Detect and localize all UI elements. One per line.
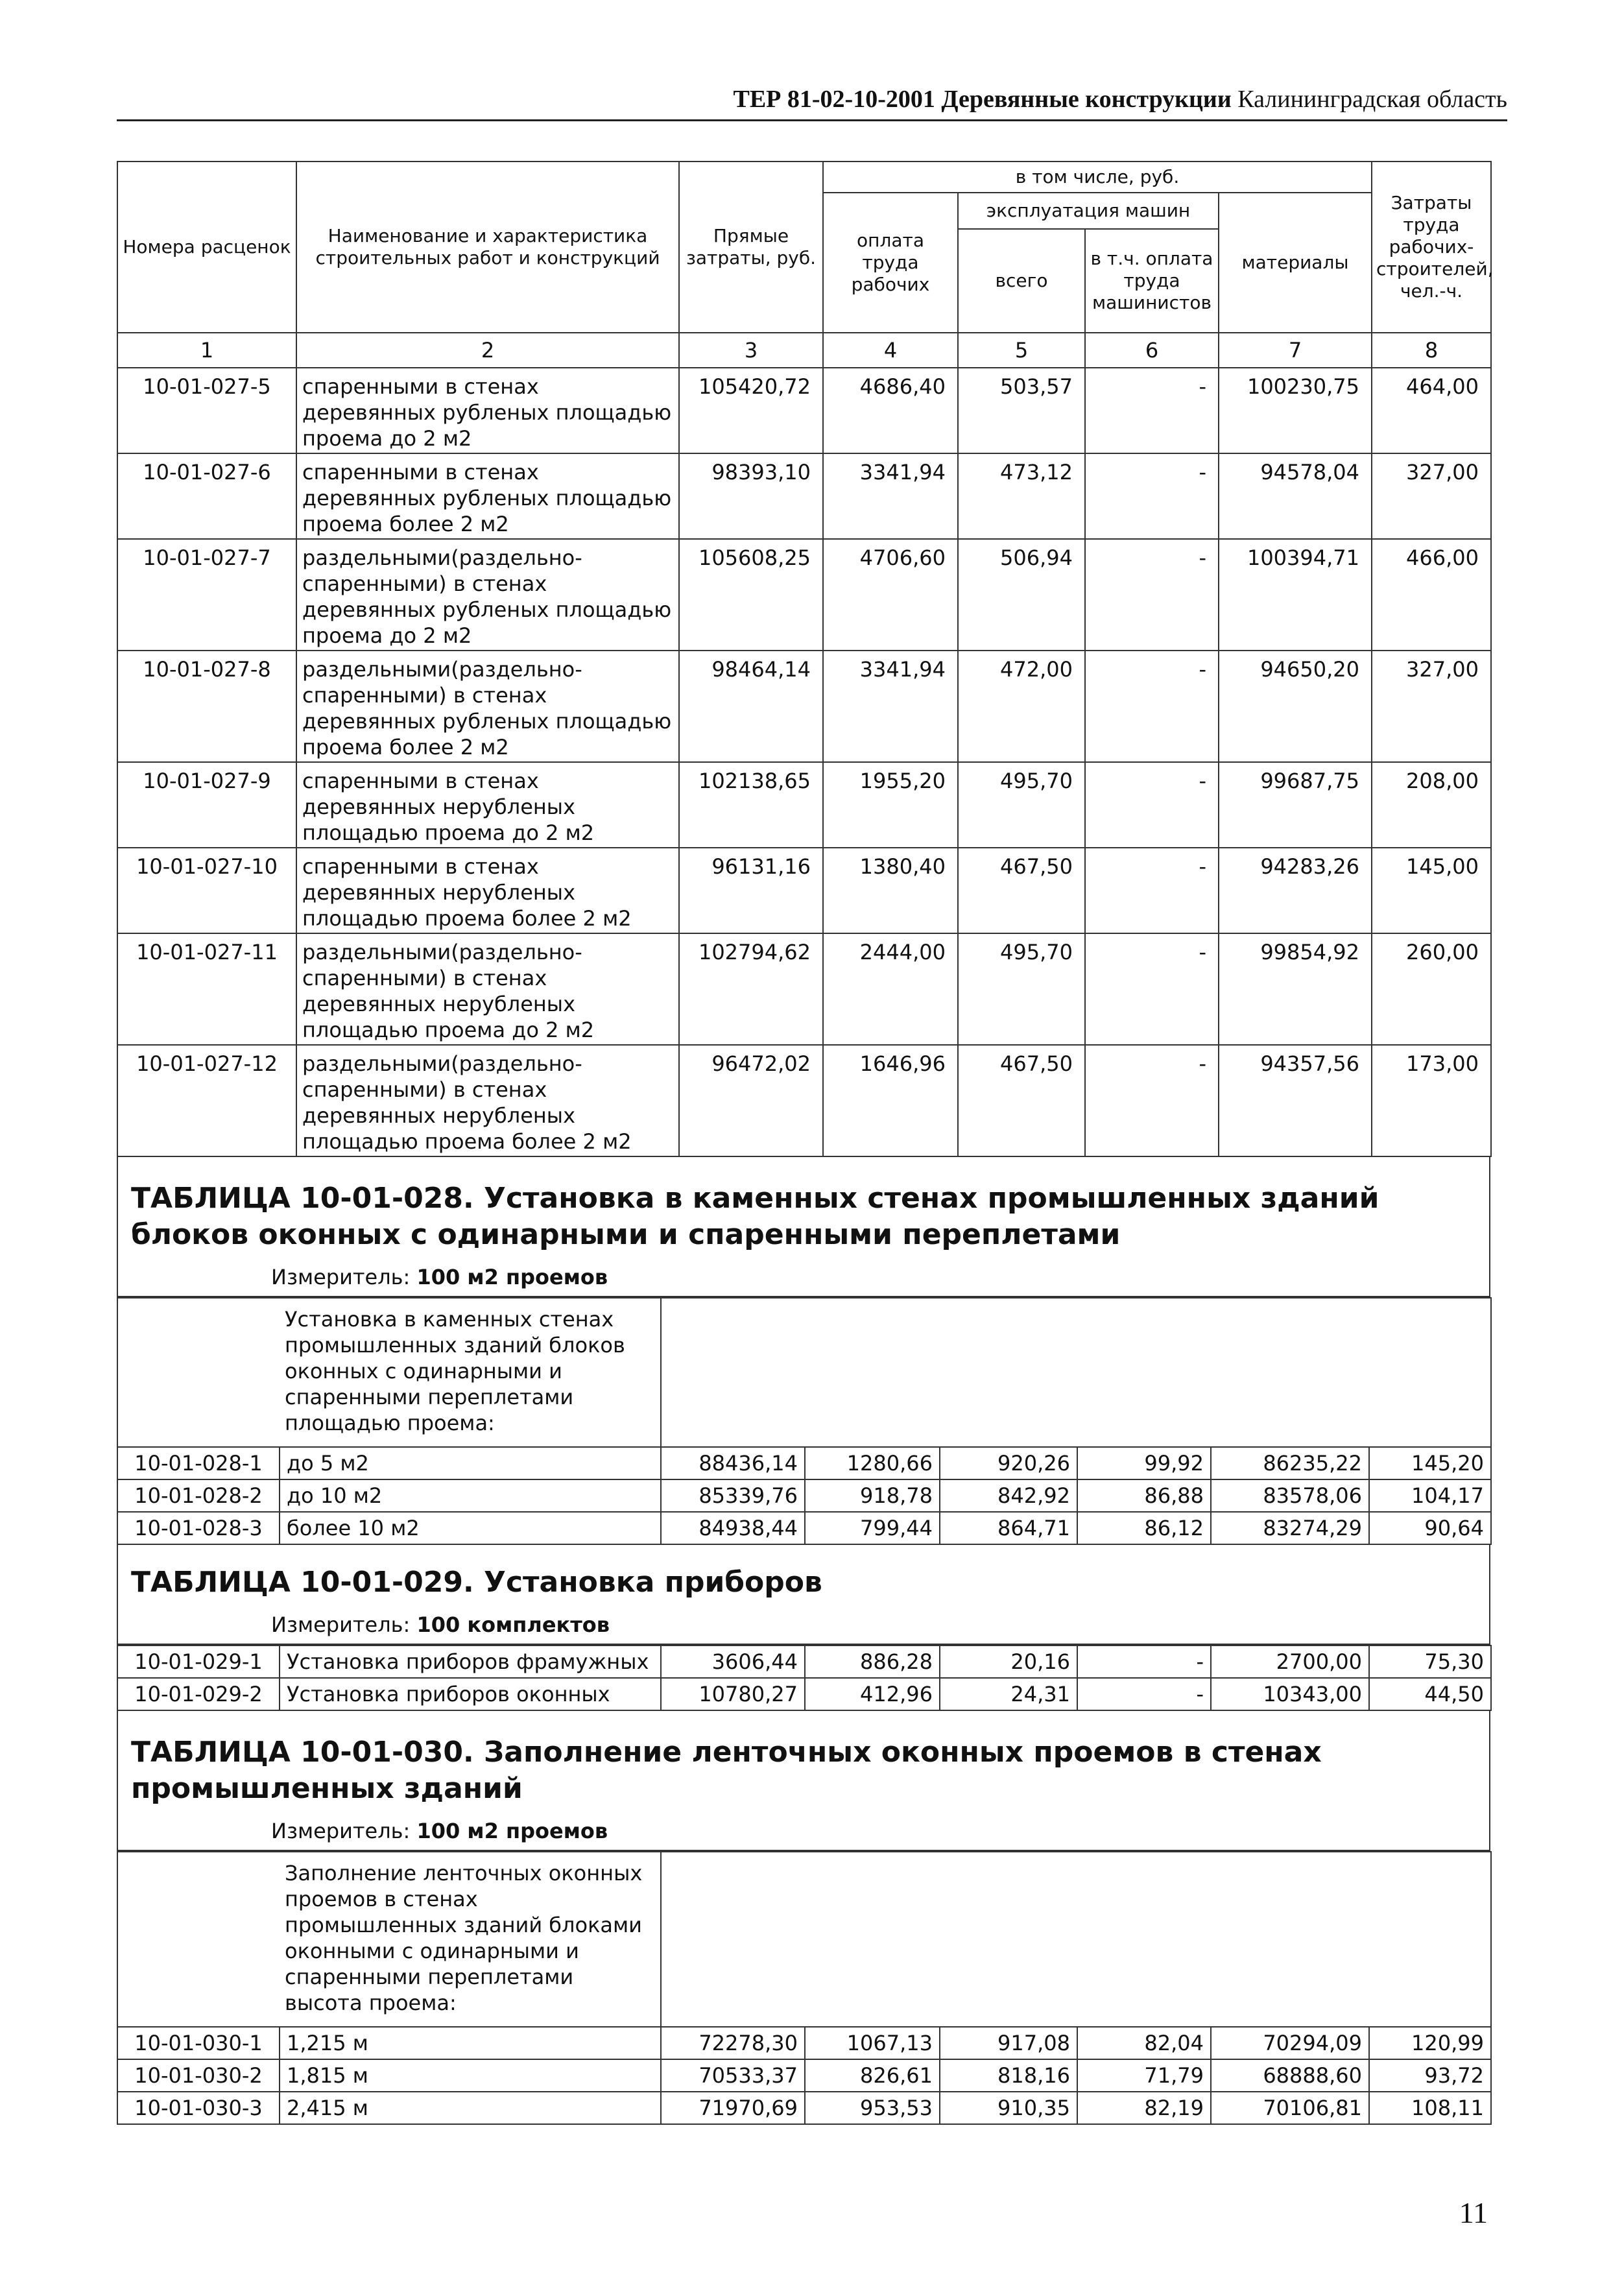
direct-cost: 102794,62	[679, 933, 823, 1045]
materials-cost: 2700,00	[1211, 1645, 1369, 1678]
col-header-code: Номера расценок	[117, 162, 296, 333]
col-number: 7	[1219, 333, 1372, 368]
table-row	[117, 651, 1491, 762]
work-name: раздельными(раздельно-спаренными) в стенах деревянных рубленых площадью проема более 2 м2	[296, 651, 679, 762]
table-row	[117, 2092, 1491, 2124]
direct-cost: 98464,14	[679, 651, 823, 762]
page-number: 11	[1459, 2196, 1488, 2229]
machine-cost: 495,70	[958, 762, 1085, 848]
worker-wages: 3341,94	[823, 453, 958, 539]
work-name: Установка приборов оконных	[280, 1678, 661, 1710]
materials-cost: 70106,81	[1211, 2092, 1369, 2124]
direct-cost: 85339,76	[661, 1479, 805, 1512]
rate-code: 10-01-027-10	[117, 848, 296, 933]
work-name: раздельными(раздельно-спаренными) в стенах деревянных нерубленых площадью проема до 2 м2	[296, 933, 679, 1045]
machinist-wages: -	[1085, 539, 1219, 651]
machinist-wages: 71,79	[1077, 2059, 1211, 2092]
table-030-meter	[118, 1807, 1489, 1851]
col-header-machines: эксплуатация машин	[958, 193, 1219, 229]
work-name: спаренными в стенах деревянных нерубленых площадью проема более 2 м2	[296, 848, 679, 933]
rate-code: 10-01-027-6	[117, 453, 296, 539]
direct-cost: 70533,37	[661, 2059, 805, 2092]
col-number: 6	[1085, 333, 1219, 368]
table-028-section	[117, 1157, 1490, 1297]
work-name: раздельными(раздельно-спаренными) в стенах деревянных нерубленых площадью проема более 2 м2	[296, 1045, 679, 1156]
labor-cost: 327,00	[1372, 651, 1491, 762]
rates-table-028	[117, 1297, 1492, 1545]
machinist-wages: -	[1077, 1678, 1211, 1710]
col-number: 4	[823, 333, 958, 368]
rate-code: 10-01-027-7	[117, 539, 296, 651]
direct-cost: 71970,69	[661, 2092, 805, 2124]
machinist-wages: 82,19	[1077, 2092, 1211, 2124]
worker-wages: 799,44	[805, 1512, 940, 1544]
rate-code: 10-01-027-8	[117, 651, 296, 762]
materials-cost: 99854,92	[1219, 933, 1372, 1045]
labor-cost: 260,00	[1372, 933, 1491, 1045]
direct-cost: 98393,10	[679, 453, 823, 539]
machinist-wages: -	[1085, 453, 1219, 539]
rate-code: 10-01-027-11	[117, 933, 296, 1045]
materials-cost: 99687,75	[1219, 762, 1372, 848]
materials-cost: 83578,06	[1211, 1479, 1369, 1512]
worker-wages: 1955,20	[823, 762, 958, 848]
work-name: 2,415 м	[280, 2092, 661, 2124]
rates-table-029	[117, 1645, 1492, 1711]
table-row	[117, 1447, 1491, 1479]
meter-label: Измеритель:	[271, 1612, 411, 1637]
region-name: Калининградская область	[1237, 86, 1507, 113]
rate-code: 10-01-029-2	[117, 1678, 280, 1710]
machine-cost: 842,92	[940, 1479, 1077, 1512]
rate-code: 10-01-030-3	[117, 2092, 280, 2124]
col-header-direct: Прямые затраты, руб.	[679, 162, 823, 333]
worker-wages: 1646,96	[823, 1045, 958, 1156]
rates-table-027	[117, 161, 1492, 1157]
direct-cost: 88436,14	[661, 1447, 805, 1479]
rate-code: 10-01-028-3	[117, 1512, 280, 1544]
materials-cost: 94357,56	[1219, 1045, 1372, 1156]
labor-cost: 466,00	[1372, 539, 1491, 651]
machinist-wages: -	[1085, 762, 1219, 848]
labor-cost: 108,11	[1369, 2092, 1491, 2124]
labor-cost: 90,64	[1369, 1512, 1491, 1544]
table-028-body	[117, 1447, 1491, 1544]
machinist-wages: -	[1077, 1645, 1211, 1678]
worker-wages: 1067,13	[805, 2027, 940, 2059]
table-030-section	[117, 1711, 1490, 1851]
meter-value: 100 комплектов	[416, 1612, 610, 1637]
machinist-wages: 82,04	[1077, 2027, 1211, 2059]
col-header-materials: материалы	[1219, 193, 1372, 333]
rate-code: 10-01-027-5	[117, 368, 296, 453]
table-row	[117, 539, 1491, 651]
table-029-meter	[118, 1601, 1489, 1645]
col-header-labor: Затраты труда рабочих-строителей, чел.-ч.	[1372, 162, 1491, 333]
materials-cost: 68888,60	[1211, 2059, 1369, 2092]
meter-value: 100 м2 проемов	[416, 1819, 608, 1843]
col-number: 1	[117, 333, 296, 368]
machine-cost: 495,70	[958, 933, 1085, 1045]
table-028-intro: Установка в каменных стенах промышленных зданий блоков оконных с одинарными и спаренными переплетами площадью проема:	[280, 1298, 661, 1447]
table-row	[117, 2059, 1491, 2092]
work-name: спаренными в стенах деревянных рубленых площадью проема до 2 м2	[296, 368, 679, 453]
table-row	[117, 1678, 1491, 1710]
meter-value: 100 м2 проемов	[416, 1265, 608, 1289]
table-028-intro-row	[117, 1298, 1491, 1447]
materials-cost: 94578,04	[1219, 453, 1372, 539]
machinist-wages: 86,12	[1077, 1512, 1211, 1544]
labor-cost: 104,17	[1369, 1479, 1491, 1512]
work-name: спаренными в стенах деревянных рубленых площадью проема более 2 м2	[296, 453, 679, 539]
labor-cost: 173,00	[1372, 1045, 1491, 1156]
table-028-meter	[118, 1253, 1489, 1297]
table-row	[117, 453, 1491, 539]
labor-cost: 93,72	[1369, 2059, 1491, 2092]
work-name: 1,815 м	[280, 2059, 661, 2092]
col-header-name: Наименование и характеристика строительных работ и конструкций	[296, 162, 679, 333]
materials-cost: 86235,22	[1211, 1447, 1369, 1479]
labor-cost: 464,00	[1372, 368, 1491, 453]
worker-wages: 4706,60	[823, 539, 958, 651]
machine-cost: 467,50	[958, 1045, 1085, 1156]
rate-code: 10-01-029-1	[117, 1645, 280, 1678]
column-numbers-row	[117, 333, 1491, 368]
col-header-including: в том числе, руб.	[823, 162, 1372, 193]
table-030-intro-row	[117, 1852, 1491, 2027]
table-028-title: ТАБЛИЦА 10-01-028. Установка в каменных стенах промышленных зданий блоков оконных с одинарными и спаренными переплетами	[131, 1182, 1379, 1251]
work-name: Установка приборов фрамужных	[280, 1645, 661, 1678]
table-row	[117, 1512, 1491, 1544]
worker-wages: 826,61	[805, 2059, 940, 2092]
machine-cost: 920,26	[940, 1447, 1077, 1479]
rate-code: 10-01-027-12	[117, 1045, 296, 1156]
rate-code: 10-01-027-9	[117, 762, 296, 848]
machine-cost: 503,57	[958, 368, 1085, 453]
machine-cost: 917,08	[940, 2027, 1077, 2059]
materials-cost: 100394,71	[1219, 539, 1372, 651]
worker-wages: 2444,00	[823, 933, 958, 1045]
direct-cost: 105420,72	[679, 368, 823, 453]
machine-cost: 473,12	[958, 453, 1085, 539]
table-029-body	[117, 1645, 1491, 1710]
table-row	[117, 2027, 1491, 2059]
direct-cost: 102138,65	[679, 762, 823, 848]
col-header-machines-wages: в т.ч. оплата труда машинистов	[1085, 229, 1219, 333]
machinist-wages: 99,92	[1077, 1447, 1211, 1479]
col-number: 8	[1372, 333, 1491, 368]
document-code: ТЕР 81-02-10-2001 Деревянные конструкции	[733, 86, 1232, 113]
materials-cost: 94650,20	[1219, 651, 1372, 762]
col-number: 5	[958, 333, 1085, 368]
labor-cost: 75,30	[1369, 1645, 1491, 1678]
materials-cost: 83274,29	[1211, 1512, 1369, 1544]
direct-cost: 84938,44	[661, 1512, 805, 1544]
machine-cost: 818,16	[940, 2059, 1077, 2092]
direct-cost: 3606,44	[661, 1645, 805, 1678]
table-029-title: ТАБЛИЦА 10-01-029. Установка приборов	[131, 1566, 822, 1599]
direct-cost: 96472,02	[679, 1045, 823, 1156]
table-027-body	[117, 368, 1491, 1156]
table-row	[117, 368, 1491, 453]
table-row	[117, 1645, 1491, 1678]
machine-cost: 467,50	[958, 848, 1085, 933]
meter-label: Измеритель:	[271, 1265, 411, 1289]
machinist-wages: -	[1085, 933, 1219, 1045]
materials-cost: 100230,75	[1219, 368, 1372, 453]
machine-cost: 864,71	[940, 1512, 1077, 1544]
table-row	[117, 762, 1491, 848]
direct-cost: 72278,30	[661, 2027, 805, 2059]
machine-cost: 20,16	[940, 1645, 1077, 1678]
table-row	[117, 1045, 1491, 1156]
table-029-section	[117, 1545, 1490, 1645]
materials-cost: 10343,00	[1211, 1678, 1369, 1710]
machine-cost: 24,31	[940, 1678, 1077, 1710]
meter-label: Измеритель:	[271, 1819, 411, 1843]
materials-cost: 70294,09	[1211, 2027, 1369, 2059]
machinist-wages: -	[1085, 848, 1219, 933]
col-header-wages: оплата труда рабочих	[823, 193, 958, 333]
rates-sheet	[117, 161, 1494, 2159]
machinist-wages: -	[1085, 368, 1219, 453]
table-row	[117, 1479, 1491, 1512]
labor-cost: 145,00	[1372, 848, 1491, 933]
rates-table-030	[117, 1851, 1492, 2125]
machine-cost: 506,94	[958, 539, 1085, 651]
worker-wages: 1280,66	[805, 1447, 940, 1479]
work-name: до 5 м2	[280, 1447, 661, 1479]
machine-cost: 472,00	[958, 651, 1085, 762]
labor-cost: 120,99	[1369, 2027, 1491, 2059]
col-number: 3	[679, 333, 823, 368]
rate-code: 10-01-028-2	[117, 1479, 280, 1512]
table-row	[117, 848, 1491, 933]
col-header-machines-total: всего	[958, 229, 1085, 333]
worker-wages: 4686,40	[823, 368, 958, 453]
direct-cost: 105608,25	[679, 539, 823, 651]
work-name: 1,215 м	[280, 2027, 661, 2059]
worker-wages: 3341,94	[823, 651, 958, 762]
rate-code: 10-01-030-2	[117, 2059, 280, 2092]
labor-cost: 145,20	[1369, 1447, 1491, 1479]
machinist-wages: -	[1085, 651, 1219, 762]
rate-code: 10-01-030-1	[117, 2027, 280, 2059]
labor-cost: 208,00	[1372, 762, 1491, 848]
direct-cost: 96131,16	[679, 848, 823, 933]
worker-wages: 886,28	[805, 1645, 940, 1678]
materials-cost: 94283,26	[1219, 848, 1372, 933]
table-030-body	[117, 2027, 1491, 2124]
work-name: спаренными в стенах деревянных нерубленых площадью проема до 2 м2	[296, 762, 679, 848]
table-030-intro: Заполнение ленточных оконных проемов в стенах промышленных зданий блоками оконными с одинарными и спаренными переплетами высота проема:	[280, 1852, 661, 2027]
running-header	[117, 79, 1507, 121]
table-row	[117, 933, 1491, 1045]
machinist-wages: -	[1085, 1045, 1219, 1156]
direct-cost: 10780,27	[661, 1678, 805, 1710]
worker-wages: 953,53	[805, 2092, 940, 2124]
table-030-title: ТАБЛИЦА 10-01-030. Заполнение ленточных оконных проемов в стенах промышленных зданий	[131, 1736, 1322, 1805]
labor-cost: 44,50	[1369, 1678, 1491, 1710]
worker-wages: 1380,40	[823, 848, 958, 933]
rate-code: 10-01-028-1	[117, 1447, 280, 1479]
work-name: более 10 м2	[280, 1512, 661, 1544]
machine-cost: 910,35	[940, 2092, 1077, 2124]
machinist-wages: 86,88	[1077, 1479, 1211, 1512]
col-number: 2	[296, 333, 679, 368]
labor-cost: 327,00	[1372, 453, 1491, 539]
work-name: до 10 м2	[280, 1479, 661, 1512]
worker-wages: 412,96	[805, 1678, 940, 1710]
worker-wages: 918,78	[805, 1479, 940, 1512]
work-name: раздельными(раздельно-спаренными) в стенах деревянных рубленых площадью проема до 2 м2	[296, 539, 679, 651]
